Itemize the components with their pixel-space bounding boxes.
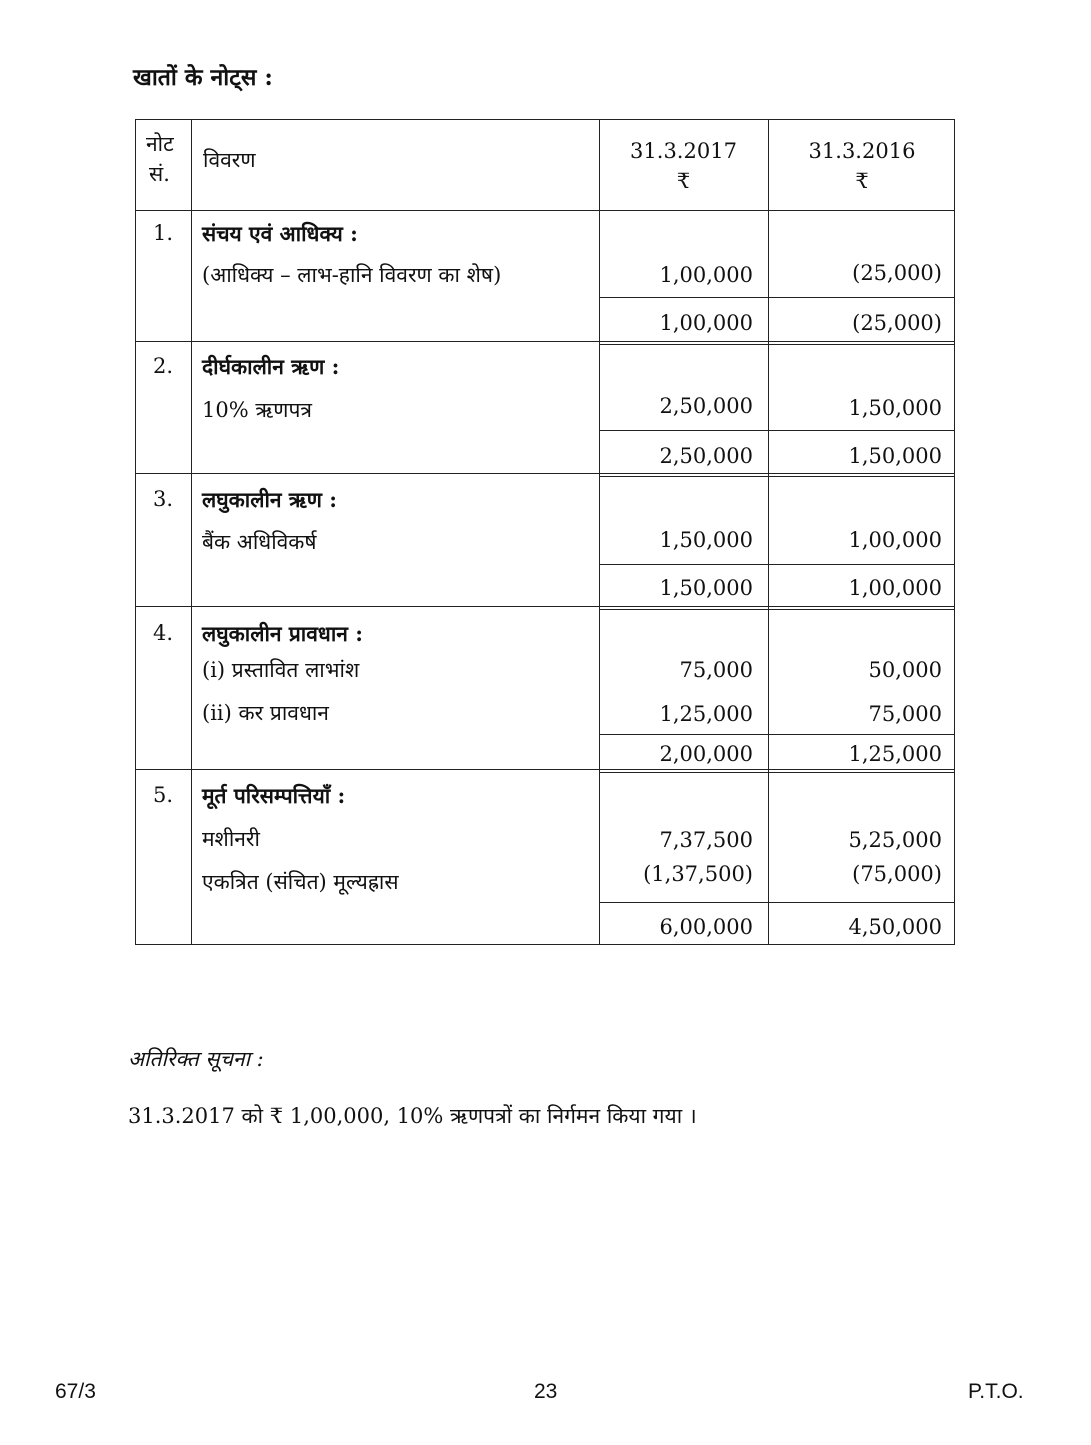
header-2017-year: 31.3.2017	[630, 139, 737, 163]
col-divider-2017	[768, 120, 769, 944]
header-2017	[599, 136, 768, 197]
note-3-title: लघुकालीन ऋण :	[202, 487, 338, 512]
additional-info-text: 31.3.2017 को ₹ 1,00,000, 10% ऋणपत्रों का निर्गमन किया गया ।	[128, 1104, 697, 1128]
header-2016-year: 31.3.2016	[808, 139, 916, 163]
header-2016-unit: ₹	[855, 169, 869, 194]
header-note-line1: नोट	[146, 132, 174, 156]
note-1-item-2016: (25,000)	[852, 261, 942, 285]
header-bottom-line	[136, 210, 954, 211]
note-4-item-1-2017: 75,000	[679, 658, 753, 682]
note-1-item-label: (आधिक्य – लाभ-हानि विवरण का शेष)	[202, 263, 502, 287]
note-1-subtotal-line	[599, 297, 954, 298]
note-3-total-2016: 1,00,000	[848, 576, 942, 600]
note-2-item-label: 10% ऋणपत्र	[202, 398, 312, 422]
note-2-item-2017: 2,50,000	[659, 394, 753, 418]
note-2-title: दीर्घकालीन ऋण :	[202, 354, 340, 379]
note-4-item-1-2016: 50,000	[868, 658, 942, 682]
note-5-item-1-2017: 7,37,500	[659, 828, 753, 852]
note-4-subtotal-line	[599, 734, 954, 735]
note-1-double-underline	[599, 341, 954, 345]
header-particulars: विवरण	[203, 148, 256, 172]
note-4-item-2-2016: 75,000	[868, 702, 942, 726]
header-2016	[768, 136, 956, 197]
note-4-double-underline	[599, 769, 954, 773]
col-divider-note	[191, 120, 192, 944]
col-divider-particulars	[599, 120, 600, 944]
page-heading: खातों के नोट्स :	[133, 64, 273, 91]
note-4-total-2016: 1,25,000	[848, 742, 942, 766]
note-2-number: 2.	[153, 354, 174, 378]
additional-info-label: अतिरिक्त सूचना :	[128, 1047, 264, 1071]
footer-code: 67/3	[55, 1380, 96, 1403]
note-5-total-2016: 4,50,000	[848, 915, 942, 939]
note-3-total-2017: 1,50,000	[659, 576, 753, 600]
note-5-total-2017: 6,00,000	[659, 915, 753, 939]
note-5-number: 5.	[153, 783, 174, 807]
note-3-item-label: बैंक अधिविकर्ष	[202, 530, 317, 554]
note-5-item-2-2017: (1,37,500)	[643, 862, 753, 886]
note-5-item-1-2016: 5,25,000	[848, 828, 942, 852]
note-5-subtotal-line	[599, 902, 954, 903]
note-4-total-2017: 2,00,000	[659, 742, 753, 766]
note-2-total-2016: 1,50,000	[848, 444, 942, 468]
footer-pto: P.T.O.	[968, 1380, 1024, 1403]
note-4-item-2-label: (ii) कर प्रावधान	[202, 701, 329, 725]
note-2-item-2016: 1,50,000	[848, 396, 942, 420]
note-3-subtotal-line	[599, 564, 954, 565]
notes-table	[135, 119, 955, 945]
note-1-item-2017: 1,00,000	[659, 263, 753, 287]
note-3-number: 3.	[153, 487, 174, 511]
note-2-subtotal-line	[599, 430, 954, 431]
header-2017-unit: ₹	[676, 169, 691, 194]
note-1-total-2016: (25,000)	[852, 311, 942, 335]
note-5-title: मूर्त परिसम्पत्तियाँ :	[202, 783, 346, 808]
note-4-title: लघुकालीन प्रावधान :	[202, 621, 363, 646]
note-2-double-underline	[599, 473, 954, 477]
note-1-number: 1.	[153, 221, 174, 245]
note-5-item-2-2016: (75,000)	[852, 862, 942, 886]
note-5-item-2-label: एकत्रित (संचित) मूल्यह्रास	[202, 870, 399, 894]
note-4-number: 4.	[153, 621, 174, 645]
footer-page-number: 23	[534, 1380, 558, 1403]
note-3-double-underline	[599, 606, 954, 610]
note-3-item-2017: 1,50,000	[659, 528, 753, 552]
note-4-item-2-2017: 1,25,000	[659, 702, 753, 726]
note-4-item-1-label: (i) प्रस्तावित लाभांश	[202, 658, 360, 682]
header-note-line2: सं.	[149, 162, 170, 186]
note-1-title: संचय एवं आधिक्य :	[202, 221, 358, 246]
note-3-item-2016: 1,00,000	[848, 528, 942, 552]
note-2-total-2017: 2,50,000	[659, 444, 753, 468]
note-5-item-1-label: मशीनरी	[202, 827, 260, 851]
note-1-total-2017: 1,00,000	[659, 311, 753, 335]
